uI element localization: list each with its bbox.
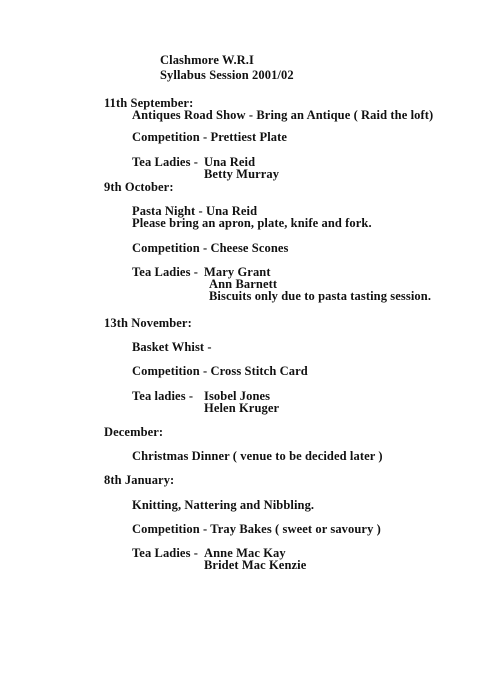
meeting-date: 8th January: <box>104 473 175 487</box>
tea-lady-name: Anne Mac Kay <box>204 546 286 560</box>
tea-note: Biscuits only due to pasta tasting session. <box>209 289 432 303</box>
meeting-competition: Competition - Cross Stitch Card <box>132 364 308 378</box>
tea-ladies-label: Tea Ladies - <box>132 155 199 169</box>
meeting-competition: Competition - Cheese Scones <box>132 241 289 255</box>
tea-lady-name: Una Reid <box>204 155 256 169</box>
meeting-event: Antiques Road Show - Bring an Antique ( Raid the loft) <box>132 108 434 122</box>
meeting-date: 11th September: <box>104 96 194 110</box>
tea-lady-name: Bridet Mac Kenzie <box>204 558 307 572</box>
meeting-event-note: Please bring an apron, plate, knife and fork. <box>132 216 372 230</box>
meeting-date: 9th October: <box>104 180 174 194</box>
meeting-date: 13th November: <box>104 316 192 330</box>
meeting-competition: Competition - Tray Bakes ( sweet or savoury ) <box>132 522 381 536</box>
tea-ladies-label: Tea Ladies - <box>132 265 199 279</box>
tea-lady-name: Mary Grant <box>204 265 271 279</box>
tea-lady-name: Ann Barnett <box>209 277 278 291</box>
tea-lady-name: Helen Kruger <box>204 401 280 415</box>
tea-lady-name: Isobel Jones <box>204 389 271 403</box>
meeting-event: Basket Whist - <box>132 340 212 354</box>
meeting-event: Christmas Dinner ( venue to be decided later ) <box>132 449 383 463</box>
tea-ladies-label: Tea Ladies - <box>132 546 199 560</box>
tea-ladies-label: Tea ladies - <box>132 389 194 403</box>
org-name: Clashmore W.R.I <box>160 53 254 67</box>
meeting-date: December: <box>104 425 164 439</box>
session-title: Syllabus Session 2001/02 <box>160 68 294 82</box>
meeting-event: Knitting, Nattering and Nibbling. <box>132 498 315 512</box>
meeting-event: Pasta Night - Una Reid <box>132 204 258 218</box>
tea-lady-name: Betty Murray <box>204 167 280 181</box>
meeting-competition: Competition - Prettiest Plate <box>132 130 288 144</box>
